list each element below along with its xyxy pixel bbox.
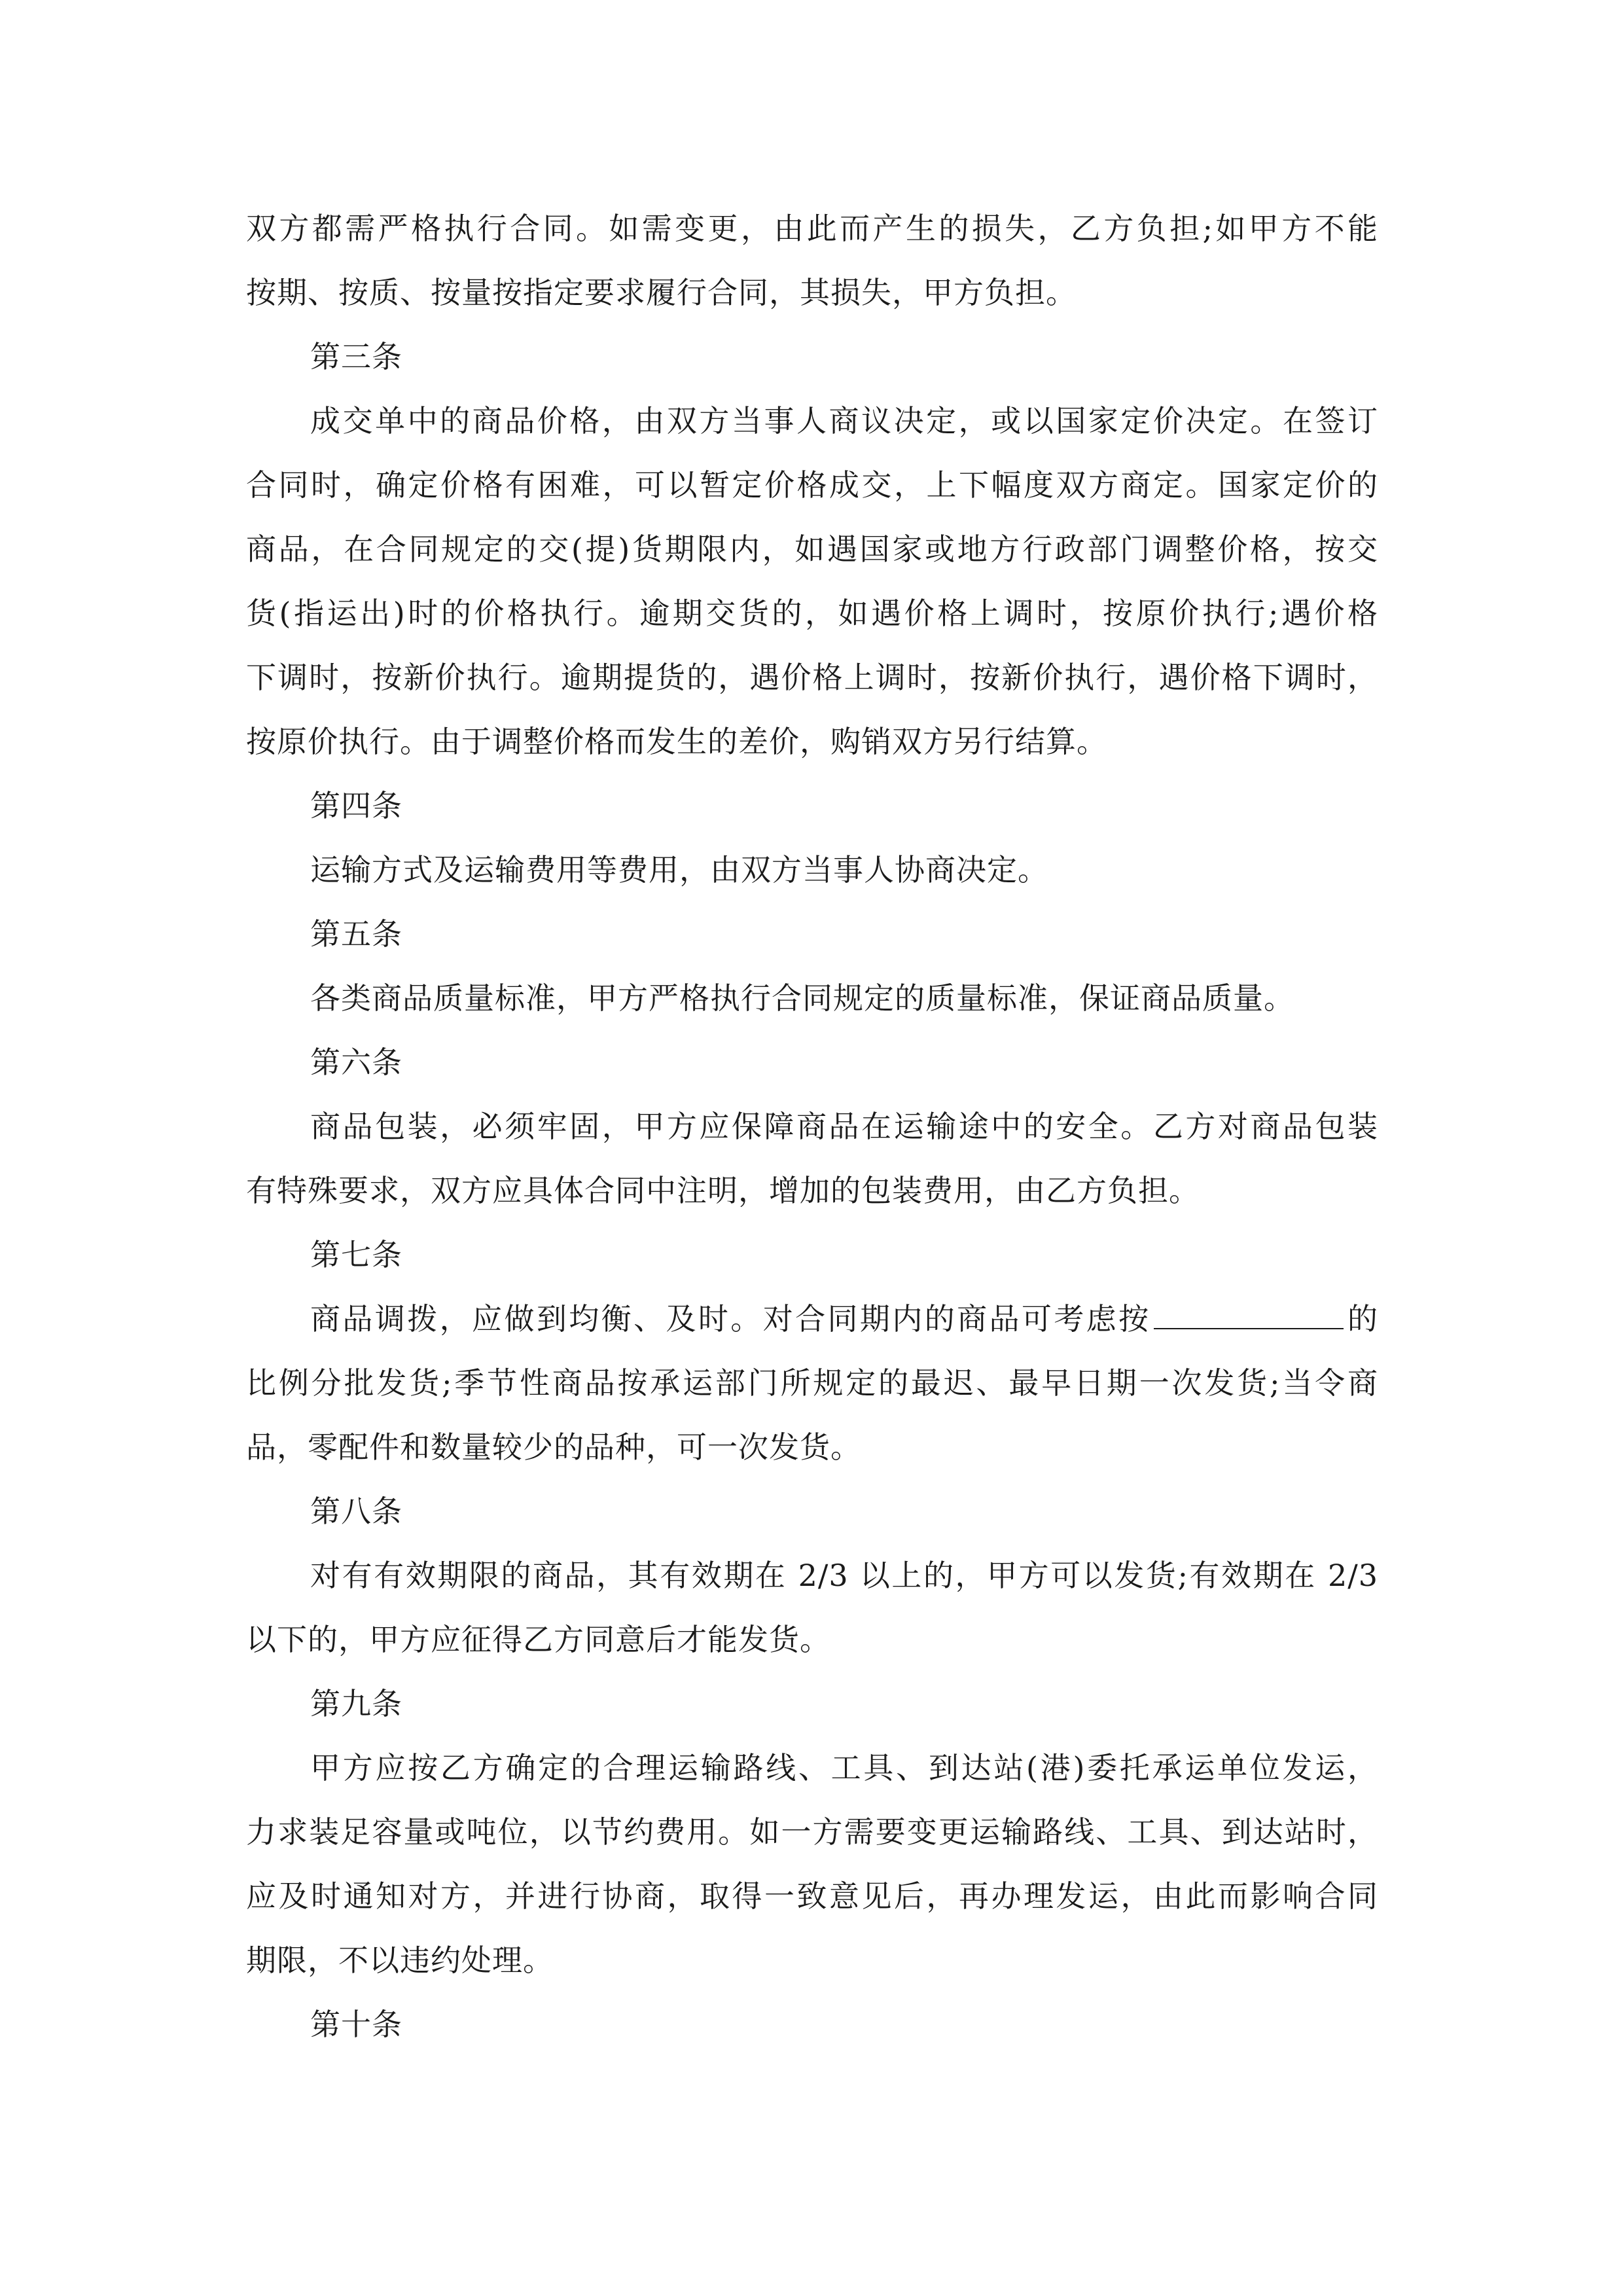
article-heading-7: 第七条	[310, 1237, 402, 1272]
paragraph-line: 品，零配件和数量较少的品种，可一次发货。	[246, 1429, 861, 1465]
paragraph-line: 下调时，按新价执行。逾期提货的，遇价格上调时，按新价执行，遇价格下调时，	[246, 660, 1378, 695]
fill-in-blank	[1154, 1303, 1344, 1329]
paragraph-line: 甲方应按乙方确定的合理运输路线、工具、到达站(港)委托承运单位发运，	[310, 1750, 1378, 1785]
paragraph-line: 运输方式及运输费用等费用，由双方当事人协商决定。	[310, 852, 1048, 888]
article-heading-3: 第三条	[310, 339, 402, 374]
paragraph-line: 双方都需严格执行合同。如需变更，由此而产生的损失，乙方负担;如甲方不能	[246, 211, 1378, 246]
article-heading-8: 第八条	[310, 1494, 402, 1529]
paragraph-line-with-blank	[246, 1287, 1378, 1351]
paragraph-line: 按期、按质、按量按指定要求履行合同，其损失，甲方负担。	[246, 275, 1077, 310]
paragraph-line: 按原价执行。由于调整价格而发生的差价，购销双方另行结算。	[246, 724, 1107, 759]
text-after-blank: 的	[1346, 1301, 1379, 1336]
paragraph-line: 商品包装，必须牢固，甲方应保障商品在运输途中的安全。乙方对商品包装	[310, 1109, 1378, 1144]
paragraph-line: 对有有效期限的商品，其有效期在 2/3 以上的，甲方可以发货;有效期在 2/3	[310, 1558, 1378, 1593]
article-heading-10: 第十条	[310, 2007, 402, 2042]
paragraph-line: 商品，在合同规定的交(提)货期限内，如遇国家或地方行政部门调整价格，按交	[246, 531, 1378, 567]
article-heading-6: 第六条	[310, 1045, 402, 1080]
paragraph-line: 期限，不以违约处理。	[246, 1943, 554, 1978]
paragraph-line: 比例分批发货;季节性商品按承运部门所规定的最迟、最早日期一次发货;当令商	[246, 1365, 1378, 1401]
paragraph-line: 力求装足容量或吨位，以节约费用。如一方需要变更运输路线、工具、到达站时，	[246, 1814, 1378, 1850]
article-heading-5: 第五条	[310, 916, 402, 952]
article-heading-9: 第九条	[310, 1686, 402, 1721]
paragraph-line: 以下的，甲方应征得乙方同意后才能发货。	[246, 1622, 830, 1657]
paragraph-line: 成交单中的商品价格，由双方当事人商议决定，或以国家定价决定。在签订	[310, 403, 1378, 439]
paragraph-line: 应及时通知对方，并进行协商，取得一致意见后，再办理发运，由此而影响合同	[246, 1878, 1378, 1914]
text-before-blank: 商品调拨，应做到均衡、及时。对合同期内的商品可考虑按	[310, 1301, 1151, 1336]
paragraph-line: 货(指运出)时的价格执行。逾期交货的，如遇价格上调时，按原价执行;遇价格	[246, 596, 1378, 631]
paragraph-line: 有特殊要求，双方应具体合同中注明，增加的包装费用，由乙方负担。	[246, 1173, 1200, 1208]
paragraph-line: 合同时，确定价格有困难，可以暂定价格成交，上下幅度双方商定。国家定价的	[246, 467, 1378, 503]
paragraph-line: 各类商品质量标准，甲方严格执行合同规定的质量标准，保证商品质量。	[310, 980, 1294, 1016]
article-heading-4: 第四条	[310, 788, 402, 823]
contract-body	[246, 196, 1378, 2056]
